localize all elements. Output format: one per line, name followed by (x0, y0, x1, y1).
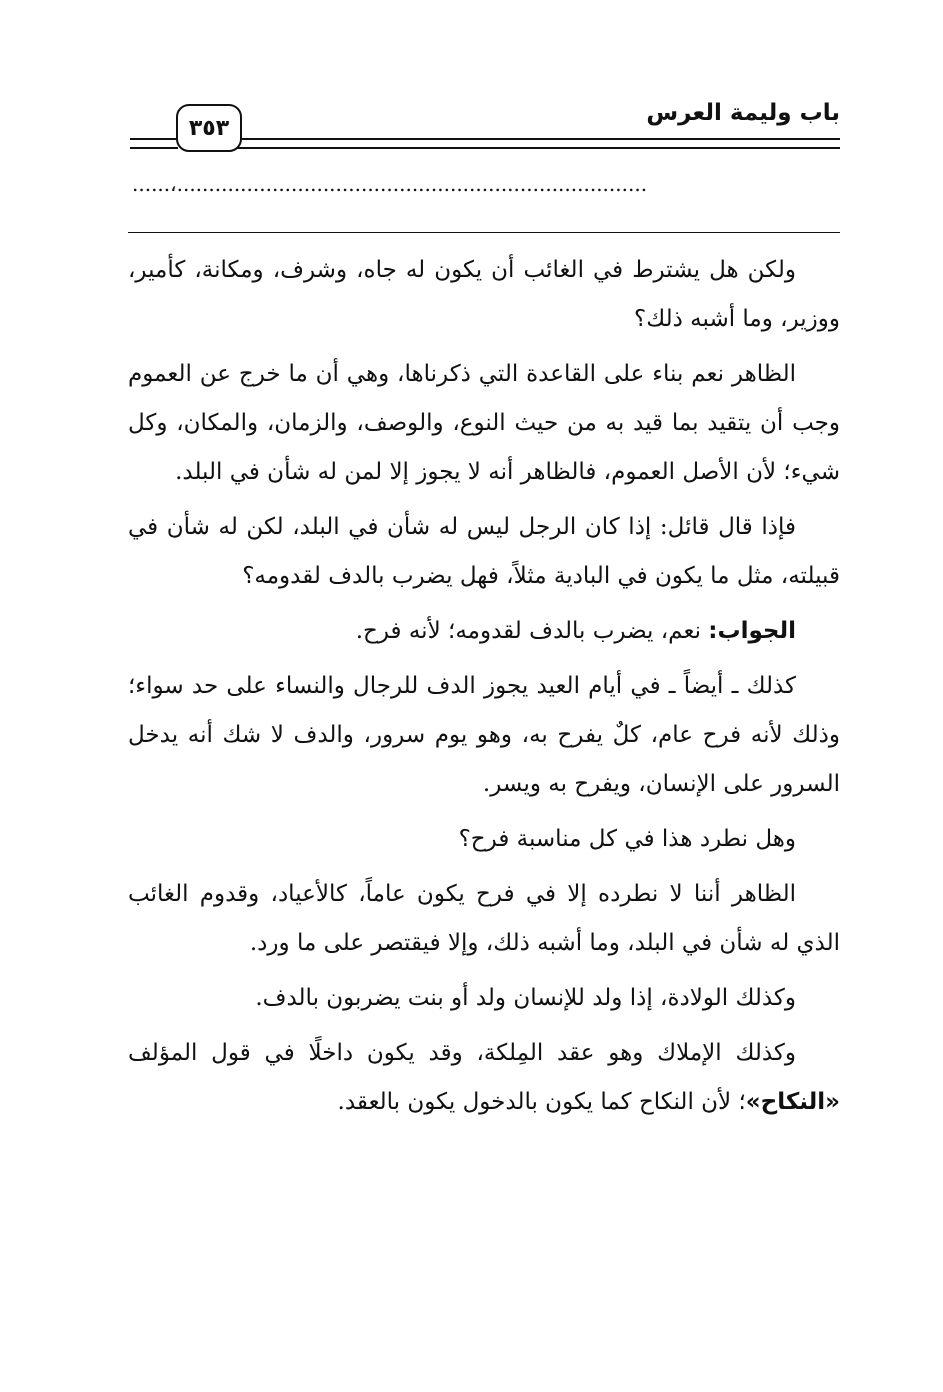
quoted-term: «النكاح» (745, 1089, 840, 1115)
paragraph: ولكن هل يشترط في الغائب أن يكون له جاه، وشرف، ومكانة، كأمير، ووزير، وما أشبه ذلك؟ (128, 257, 840, 332)
paragraph: وكذلك الإملاك وهو عقد المِلكة، وقد يكون داخلًا في قول المؤلف «النكاح»؛ لأن النكاح كما يكون بالدخول يكون بالعقد. (128, 1040, 840, 1115)
paragraph: الظاهر أننا لا نطرده إلا في فرح يكون عاماً، كالأعياد، وقدوم الغائب الذي له شأن في البلد، وما أشبه ذلك، وإلا فيقتصر على ما ورد. (128, 881, 840, 956)
paragraph: كذلك ـ أيضاً ـ في أيام العيد يجوز الدف للرجال والنساء على حد سواء؛ وذلك لأنه فرح عام، كلٌ يفرح به، وهو يوم سرور، والدف لا شك أنه يدخل السرور على الإنسان، ويفرح به ويسر. (128, 673, 840, 797)
paragraph: الظاهر نعم بناء على القاعدة التي ذكرناها، وهي أن ما خرج عن العموم وجب أن يتقيد بما قيد به من حيث النوع، والوصف، والزمان، والمكان، وكل شيء؛ لأن الأصل العموم، فالظاهر أنه لا يجوز إلا لمن له شأن في البلد. (128, 361, 840, 485)
header-rule-short (130, 138, 178, 149)
page-number: ٣٥٣ (176, 104, 242, 152)
page-header (122, 92, 840, 162)
answer-label: الجواب: (708, 618, 796, 644)
separator-dots: ..........................................................................،...... (132, 172, 648, 196)
chapter-title: باب وليمة العرس (646, 100, 840, 126)
paragraph: الجواب: نعم، يضرب بالدف لقدومه؛ لأنه فرح. (355, 618, 796, 644)
page-body (128, 246, 840, 1133)
header-rule (237, 138, 840, 149)
paragraph: وهل نطرد هذا في كل مناسبة فرح؟ (458, 826, 796, 852)
paragraph: وكذلك الولادة، إذا ولد للإنسان ولد أو بنت يضربون بالدف. (255, 985, 796, 1011)
paragraph: فإذا قال قائل: إذا كان الرجل ليس له شأن في البلد، لكن له شأن في قبيلته، مثل ما يكون في البادية مثلاً، فهل يضرب بالدف لقدومه؟ (128, 514, 840, 589)
footnote-divider (128, 232, 840, 233)
